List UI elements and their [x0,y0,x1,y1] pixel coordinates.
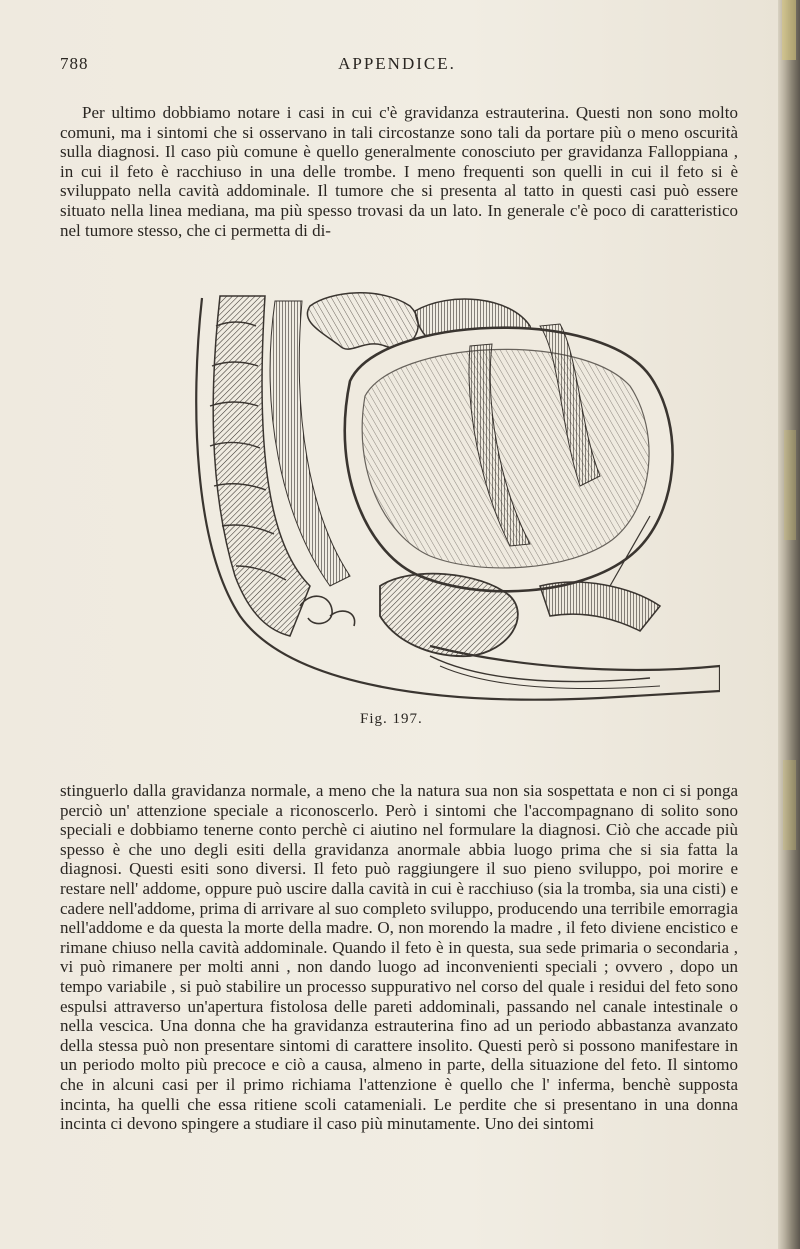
running-header [60,54,734,76]
edge-stain [783,760,796,850]
edge-stain [782,0,796,60]
paragraph-1: Per ultimo dobbiamo notare i casi in cui c'è gravidanza estrauterina. Questi non sono molto comuni, ma i sintomi che si osservano in tali circostanze sono tali da portare più o meno oscurità sulla diagnosi. Il caso più comune è quello generalmente conosciuto per gravidanza Falloppiana , in cui il feto è racchiuso in una delle trombe. I meno frequenti son quelli in cui il feto si è sviluppato nella cavità addominale. Il tumore che si presenta al tatto in questi casi può essere situato nella linea mediana, ma più spesso trovasi da un lato. In generale c'è poco di caratteristico nel tumore stesso, che ci permetta di di- [60,103,738,240]
page-number: 788 [60,54,89,73]
edge-stain [784,430,796,540]
pelvis-section-illustration [180,286,720,706]
anatomical-engraving [180,286,720,706]
page-edge-shadow [778,0,800,1249]
paragraph-2: stinguerlo dalla gravidanza normale, a meno che la natura sua non sia sospettata e non ci si ponga perciò un' attenzione speciale a riconoscerlo. Però i sintomi che l'accompagnano di solito sono speciali e dobbiamo tenerne conto perchè ci aiutino nel formulare la diagnosi. Ciò che accade più spesso è che uno degli esiti della gravidanza anormale abbia luogo prima che si sia fatta la diagnosi. Questi esiti sono diversi. Il feto può raggiungere il suo pieno sviluppo, poi morire e restare nell' addome, oppure può uscire dalla cavità in cui è racchiuso (sia la tromba, sia una cisti) e cadere nell'addome, prima di arrivare al suo completo sviluppo, producendo una terribile emorragia nell'addome e da questa la morte della madre. O, non morendo la madre , il feto diviene encistico e rimane chiuso nella cavità addominale. Quando il feto è in questa, sua sede primaria o secondaria , vi può rimanere per molti anni , non dando luogo ad inconvenienti speciali ; ovvero , dopo un tempo variabile , si può stabilire un processo suppurativo nel corso del quale i residui del feto sono espulsi attraverso un'apertura fistolosa delle pareti addominali, passando nel canale intestinale o nella vescica. Una donna che ha gravidanza estrauterina fino ad un periodo abbastanza avanzato della stessa può non presentare sintomi di carattere insolito. Questi però si possono manifestare in un periodo molto più precoce e ciò a causa, almeno in parte, della situazione del feto. Il sintomo che in alcuni casi per il primo richiama l'attenzione è quello che l' inferma, benchè supposta incinta, ha quelli che essa ritiene scoli catameniali. Le perdite che si presentano in una donna incinta ci devono spingere a studiare il caso più minutamente. Uno dei sintomi [60,781,738,1134]
running-title: APPENDICE. [338,54,456,73]
figure-caption: Fig. 197. [360,711,423,727]
